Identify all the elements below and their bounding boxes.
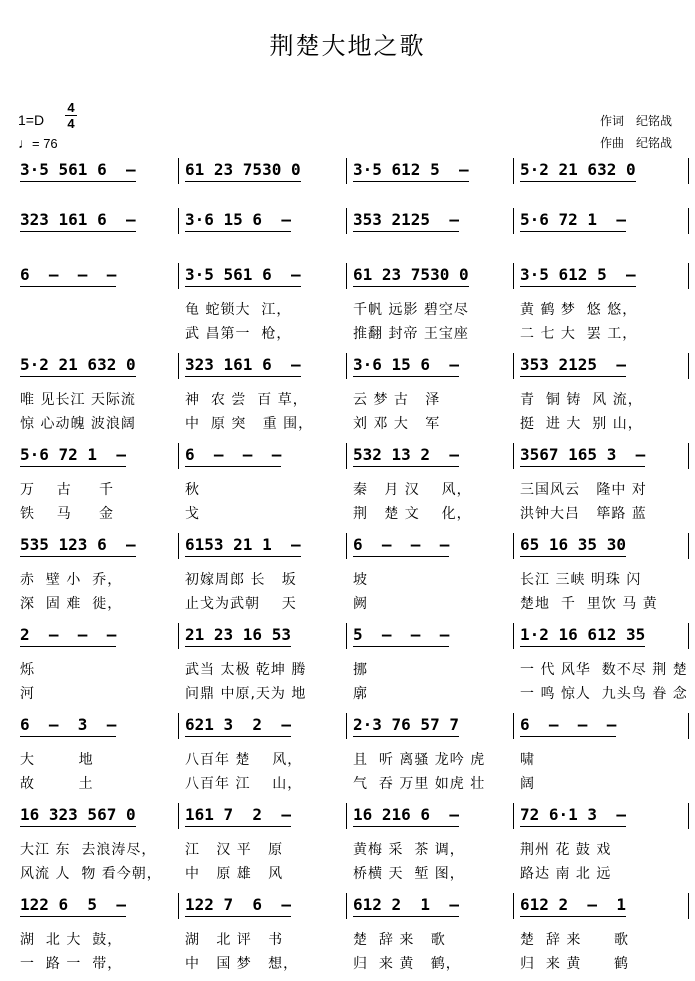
lyric-verse-1: 八百年 楚 风， [185,752,303,768]
lyric-verse-2: 中 国 梦 想， [185,956,299,972]
lyric-verse-1: 唯 见长江 天际流 [20,392,136,408]
measure-notes: 3·5 561 6 – [185,265,301,287]
measure-notes: 65 16 35 30 [520,535,626,557]
measure [20,893,126,925]
measure-notes: 16 216 6 – [353,805,459,827]
measure [20,713,116,745]
measure [353,353,459,385]
lyric-verse-2: 桥横 天 堑 图， [353,866,465,882]
measure-notes: 6 – 3 – [20,715,116,737]
measure [20,443,126,475]
lyric-verse-1: 挪 [353,662,368,678]
barline [513,893,514,919]
lyric-verse-2: 惊 心动魄 波浪阔 [20,416,136,432]
barline [178,208,179,234]
measure [353,713,459,745]
tempo-value: = 76 [32,136,58,151]
barline [346,713,347,739]
lyric-verse-2: 八百年 江 山， [185,776,303,792]
song-title: 荆楚大地之歌 [269,32,426,60]
measure-notes: 612 2 – 1 [520,895,626,917]
barline [513,158,514,184]
measure-notes: 6 – – – [20,265,116,287]
lyric-verse-2: 铁 马 金 [20,506,115,522]
lyric-verse-2: 归 来 黄 鹤 [520,956,630,972]
lyric-verse-2: 阔 [520,776,535,792]
lyric-verse-1: 长江 三峡 明珠 闪 [520,572,642,588]
measure [353,208,459,240]
measure [520,803,626,835]
measure [353,623,449,655]
barline [688,713,689,739]
barline [178,713,179,739]
lyric-verse-1: 楚 辞 来 歌 [520,932,630,948]
barline [688,353,689,379]
barline [178,623,179,649]
measure [520,893,626,925]
measure [520,208,626,240]
lyric-verse-2: 归 来 黄 鹤， [353,956,461,972]
measure-notes: 3·5 612 5 – [353,160,469,182]
barline [346,263,347,289]
barline [178,158,179,184]
barline [513,353,514,379]
barline [346,533,347,559]
time-signature-top: 4 [67,100,75,115]
measure-notes: 532 13 2 – [353,445,459,467]
lyric-verse-1: 龟 蛇锁大 江， [185,302,292,318]
measure-notes: 72 6·1 3 – [520,805,626,827]
measure-notes: 353 2125 – [353,210,459,232]
measure-notes: 3·6 15 6 – [185,210,291,232]
measure-notes: 5 – – – [353,625,449,647]
barline [513,803,514,829]
measure-notes: 61 23 7530 0 [185,160,301,182]
lyric-verse-2: 风流 人 物 看今朝， [20,866,162,882]
lyric-verse-1: 武当 太极 乾坤 腾 [185,662,307,678]
measure-notes: 3·5 612 5 – [520,265,636,287]
notation-line [0,263,695,293]
lyric-verse-2: 深 固 难 徙， [20,596,123,612]
barline [513,443,514,469]
lyric-verse-2: 中 原 突 重 围， [185,416,314,432]
measure [520,443,645,475]
measure [520,713,616,745]
lyric-verse-2: 一 鸣 惊人 九头鸟 眷 念 [520,686,688,702]
measure [353,533,449,565]
measure-notes: 122 6 5 – [20,895,126,917]
measure [353,158,469,190]
lyric-verse-2: 止戈为武朝 天 [185,596,297,612]
measure-notes: 1·2 16 612 35 [520,625,645,647]
measure [185,353,301,385]
measure-notes: 353 2125 – [520,355,626,377]
measure [185,533,301,565]
measure-notes: 61 23 7530 0 [353,265,469,287]
lyric-verse-1: 湖 北 大 鼓， [20,932,123,948]
measure-notes: 5·6 72 1 – [20,445,126,467]
measure [520,623,645,655]
lyric-verse-1: 黄 鹤 梦 悠 悠， [520,302,638,318]
measure-notes: 535 123 6 – [20,535,136,557]
measure [20,803,136,835]
measure-notes: 5·2 21 632 0 [520,160,636,182]
notation-line [0,713,695,743]
measure-notes: 621 3 2 – [185,715,291,737]
measure [520,533,626,565]
measure-notes: 3·5 561 6 – [20,160,136,182]
barline [346,803,347,829]
barline [513,263,514,289]
composer-credit: 作曲 纪铭战 [600,136,673,150]
measure [185,208,291,240]
lyric-verse-1: 坡 [353,572,368,588]
measure-notes: 323 161 6 – [185,355,301,377]
time-signature [64,100,78,131]
lyric-verse-2: 楚地 千 里饮 马 黄 [520,596,658,612]
lyric-verse-2: 二 七 大 罢 工， [520,326,638,342]
lyric-verse-2: 荆 楚 文 化， [353,506,472,522]
barline [346,208,347,234]
lyric-verse-2: 洪钟大吕 筚路 蓝 [520,506,647,522]
notation-line [0,623,695,653]
notation-line [0,533,695,563]
measure [353,263,469,295]
lyric-verse-1: 荆州 花 鼓 戏 [520,842,612,858]
measure [520,263,636,295]
lyric-verse-2: 推翻 封帝 王宝座 [353,326,469,342]
notation-line [0,208,695,238]
measure-notes: 6 – – – [185,445,281,467]
notation-line [0,353,695,383]
measure-notes: 16 323 567 0 [20,805,136,827]
barline [513,208,514,234]
barline [688,158,689,184]
measure [185,893,291,925]
barline [178,263,179,289]
barline [178,443,179,469]
barline [178,353,179,379]
measure [185,158,301,190]
barline [688,893,689,919]
lyric-verse-2: 故 土 [20,776,94,792]
measure-notes: 6153 21 1 – [185,535,301,557]
lyric-verse-2: 挺 进 大 别 山， [520,416,643,432]
measure [353,443,459,475]
measure-notes: 122 7 6 – [185,895,291,917]
lyric-verse-1: 大 地 [20,752,94,768]
barline [346,893,347,919]
lyric-verse-1: 大江 东 去浪涛尽， [20,842,157,858]
key-signature: 1=D [18,112,45,128]
measure-notes: 161 7 2 – [185,805,291,827]
measure-notes: 6 – – – [353,535,449,557]
barline [346,158,347,184]
measure [20,158,136,190]
lyric-verse-2: 戈 [185,506,200,522]
measure [185,623,291,655]
lyric-verse-1: 楚 辞 来 歌 [353,932,446,948]
barline [178,803,179,829]
measure-notes: 5·6 72 1 – [520,210,626,232]
measure-notes: 21 23 16 53 [185,625,291,647]
measure [20,353,136,385]
barline [688,208,689,234]
lyric-verse-1: 啸 [520,752,535,768]
barline [513,533,514,559]
measure [353,893,459,925]
measure [20,533,136,565]
measure-notes: 6 – – – [520,715,616,737]
lyric-verse-1: 三国风云 隆中 对 [520,482,647,498]
lyricist-credit: 作词 纪铭战 [600,114,673,128]
measure [185,263,301,295]
measure-notes: 612 2 1 – [353,895,459,917]
measure [185,803,291,835]
measure-notes: 3·6 15 6 – [353,355,459,377]
lyric-verse-2: 阙 [353,596,368,612]
barline [178,533,179,559]
measure [20,263,116,295]
lyric-verse-1: 秦 月 汉 风， [353,482,472,498]
lyric-verse-1: 且 听 离骚 龙吟 虎 [353,752,486,768]
measure [20,208,136,240]
barline [688,533,689,559]
lyric-verse-1: 赤 壁 小 乔， [20,572,123,588]
measure [353,803,459,835]
lyric-verse-1: 秋 [185,482,200,498]
lyric-verse-2: 河 [20,686,35,702]
barline [688,443,689,469]
lyric-verse-1: 万 古 千 [20,482,115,498]
lyric-verse-2: 路达 南 北 远 [520,866,612,882]
barline [513,713,514,739]
barline [688,623,689,649]
lyric-verse-2: 一 路 一 带， [20,956,123,972]
measure [185,713,291,745]
notation-line [0,893,695,923]
barline [513,623,514,649]
lyric-verse-2: 廓 [353,686,368,702]
barline [178,893,179,919]
notation-line [0,158,695,188]
measure [520,353,626,385]
lyric-verse-1: 湖 北 评 书 [185,932,284,948]
measure-notes: 5·2 21 632 0 [20,355,136,377]
measure [520,158,636,190]
time-signature-bottom: 4 [67,116,75,131]
lyric-verse-2: 中 原 雄 风 [185,866,284,882]
lyric-verse-2: 问鼎 中原,天为 地 [185,686,307,702]
lyric-verse-1: 青 铜 铸 风 流， [520,392,643,408]
lyric-verse-1: 神 农 尝 百 草， [185,392,308,408]
barline [346,623,347,649]
measure [20,623,116,655]
lyric-verse-1: 烁 [20,662,35,678]
lyric-verse-1: 初嫁周郎 长 坂 [185,572,297,588]
barline [688,803,689,829]
measure [185,443,281,475]
measure-notes: 3567 165 3 – [520,445,645,467]
measure-notes: 2 – – – [20,625,116,647]
lyric-verse-1: 云 梦 古 泽 [353,392,441,408]
quarter-note-icon: ♩ [18,135,32,151]
lyric-verse-2: 刘 邓 大 军 [353,416,441,432]
measure-notes: 2·3 76 57 7 [353,715,459,737]
lyric-verse-1: 江 汉 平 原 [185,842,284,858]
lyric-verse-1: 千帆 远影 碧空尽 [353,302,469,318]
lyric-verse-2: 气 吞 万里 如虎 壮 [353,776,486,792]
barline [346,443,347,469]
notation-line [0,803,695,833]
measure-notes: 323 161 6 – [20,210,136,232]
barline [688,263,689,289]
lyric-verse-1: 黄梅 采 茶 调， [353,842,465,858]
barline [346,353,347,379]
tempo-marking [18,135,58,151]
notation-line [0,443,695,473]
lyric-verse-1: 一 代 风华 数不尽 荆 楚 [520,662,688,678]
lyric-verse-2: 武 昌第一 枪， [185,326,292,342]
